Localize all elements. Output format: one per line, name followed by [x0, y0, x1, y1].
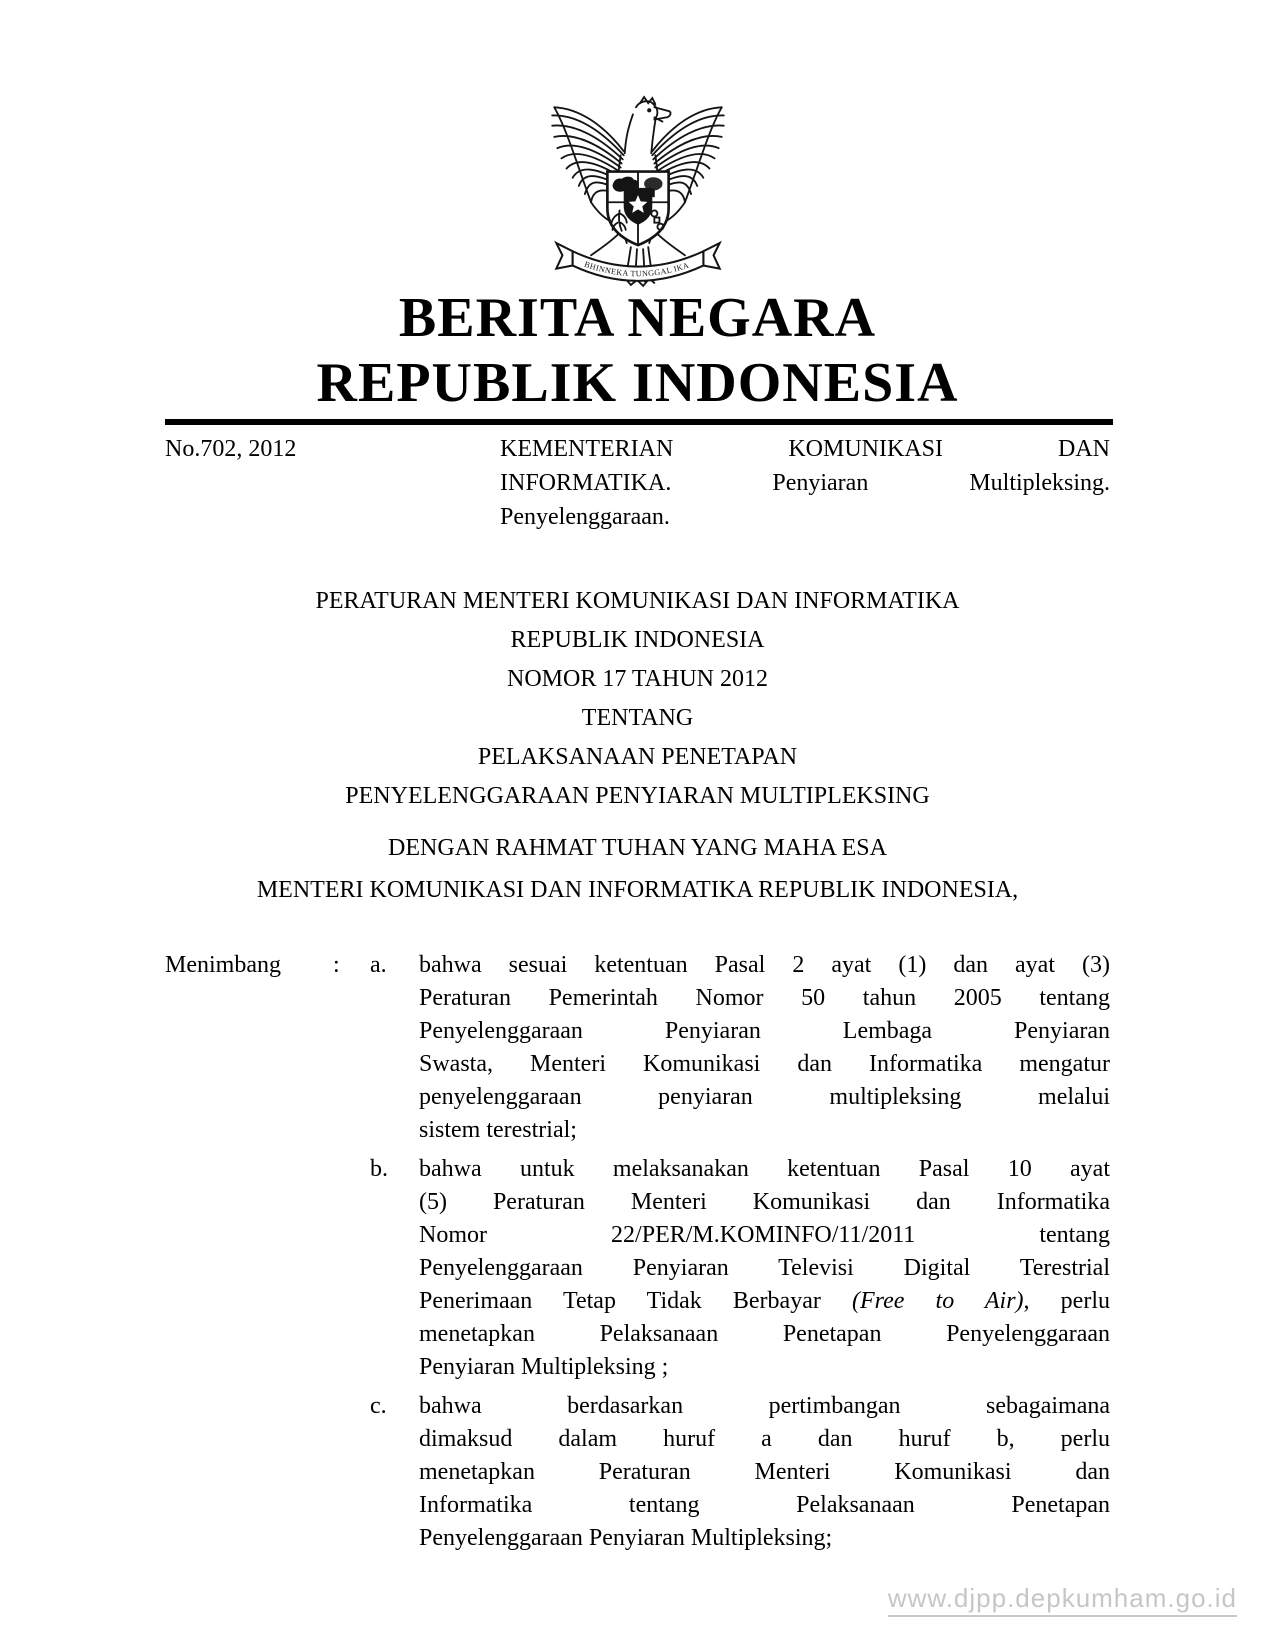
garuda-pancasila-icon [546, 94, 730, 288]
considering-item [370, 1153, 1110, 1384]
invocation-line: DENGAN RAHMAT TUHAN YANG MAHA ESA [388, 835, 887, 861]
considering-items [370, 949, 1110, 1561]
considering-label [165, 949, 370, 1561]
subject-block [500, 432, 1110, 534]
text-line: menetapkan Peraturan Menteri Komunikasi dan [419, 1459, 1110, 1485]
considering-label-colon: : [333, 952, 340, 978]
text-line: dimaksud dalam huruf a dan huruf b, perlu [419, 1426, 1110, 1452]
text-line: sistem terestrial; [419, 1117, 577, 1143]
gazette-title-line2: REPUBLIK INDONESIA [316, 352, 959, 414]
text-line: Penyelenggaraan Penyiaran Televisi Digital Terestrial [419, 1255, 1110, 1281]
issuer-line: MENTERI KOMUNIKASI DAN INFORMATIKA REPUBLIK INDONESIA, [256, 877, 1019, 903]
gazette-number: No.702, 2012 [165, 436, 297, 462]
considering-section [165, 949, 1110, 1561]
text-line: NOMOR 17 TAHUN 2012 [507, 666, 768, 692]
gazette-title-line1: BERITA NEGARA [398, 287, 877, 349]
regulation-title [165, 582, 1110, 816]
watermark-link: www.djpp.depkumham.go.id [888, 1583, 1237, 1617]
emblem-ribbon-text: BHINNEKA TUNGGAL IKA [583, 259, 691, 279]
text-line: Peraturan Pemerintah Nomor 50 tahun 2005 tentang [419, 985, 1110, 1011]
gazette-masthead [165, 286, 1110, 416]
text-line: menetapkan Pelaksanaan Penetapan Penyelenggaraan [419, 1321, 1110, 1347]
item-text [419, 1390, 1110, 1555]
text-line: PELAKSANAAN PENETAPAN [477, 744, 798, 770]
considering-label-text: Menimbang [165, 952, 281, 978]
text-line: TENTANG [581, 705, 694, 731]
text-line: INFORMATIKA. Penyiaran Multipleksing. [500, 470, 1110, 496]
item-text [419, 949, 1110, 1147]
text-line: (5) Peraturan Menteri Komunikasi dan Informatika [419, 1189, 1110, 1215]
text-line: KEMENTERIAN KOMUNIKASI DAN [500, 436, 1110, 462]
item-marker: b. [370, 1156, 388, 1182]
text-line: PERATURAN MENTERI KOMUNIKASI DAN INFORMATIKA [315, 588, 960, 614]
invocation-block [165, 827, 1110, 911]
text-line: Penyiaran Multipleksing ; [419, 1354, 669, 1380]
text-line: Penyelenggaraan Penyiaran Lembaga Penyiaran [419, 1018, 1110, 1044]
text-line: Swasta, Menteri Komunikasi dan Informatika mengatur [419, 1051, 1110, 1077]
text-line: Penerimaan Tetap Tidak Berbayar (Free to Air), perlu [419, 1288, 1110, 1314]
item-marker: a. [370, 952, 387, 978]
text-line: bahwa untuk melaksanakan ketentuan Pasal 10 ayat [419, 1156, 1110, 1182]
text-line: Informatika tentang Pelaksanaan Penetapan [419, 1492, 1110, 1518]
text-line: bahwa sesuai ketentuan Pasal 2 ayat (1) dan ayat (3) [419, 952, 1110, 978]
text-line: penyelenggaraan penyiaran multipleksing melalui [419, 1084, 1110, 1110]
considering-item [370, 1390, 1110, 1555]
masthead-divider-rule [165, 419, 1113, 425]
text-line: Penyelenggaraan Penyiaran Multipleksing; [419, 1525, 833, 1551]
item-marker: c. [370, 1393, 387, 1419]
text-line: REPUBLIK INDONESIA [510, 627, 765, 653]
text-line: bahwa berdasarkan pertimbangan sebagaimana [419, 1393, 1110, 1419]
text-line: PENYELENGGARAAN PENYIARAN MULTIPLEKSING [345, 783, 930, 809]
text-line: Nomor 22/PER/M.KOMINFO/11/2011 tentang [419, 1222, 1110, 1248]
text-line: Penyelenggaraan. [500, 504, 670, 530]
considering-item [370, 949, 1110, 1147]
item-text [419, 1153, 1110, 1384]
